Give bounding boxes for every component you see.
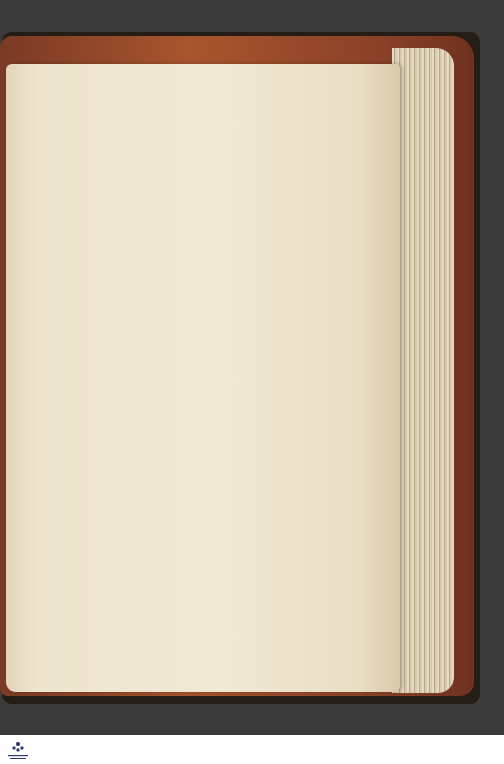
page-text: [12, 64, 411, 680]
library-logo-icon: [3, 738, 33, 762]
footer-bar: [0, 735, 504, 764]
